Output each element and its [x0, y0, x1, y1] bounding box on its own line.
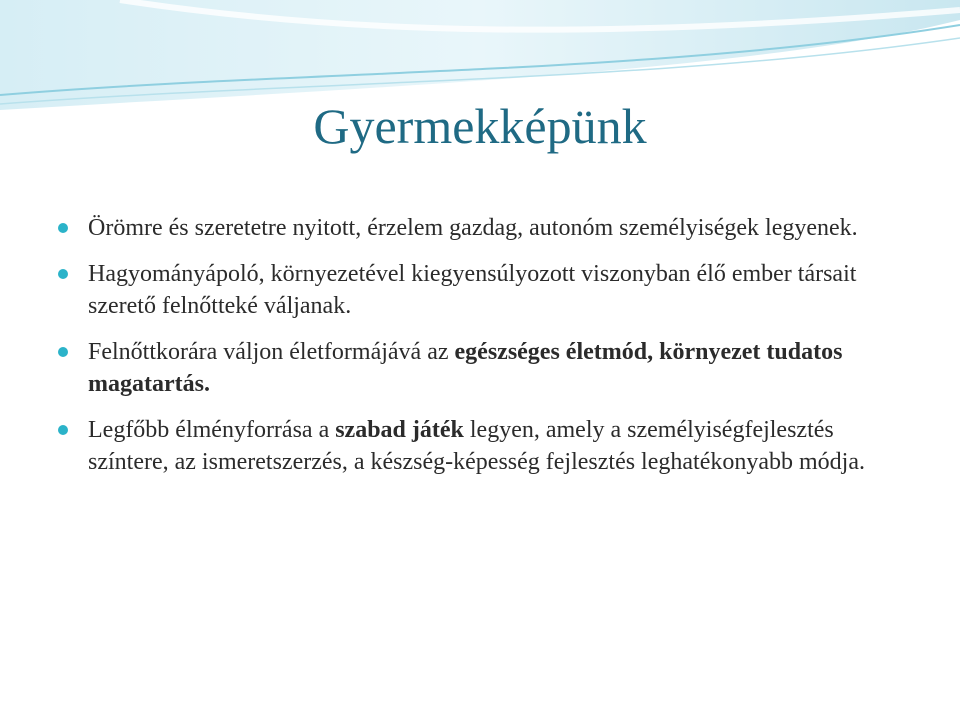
bullet-text-pre: Legfőbb élményforrása a: [88, 417, 336, 443]
bullet-list: [58, 212, 918, 492]
slide-title: Gyermekképünk: [313, 98, 647, 154]
bullet-item: [58, 414, 918, 478]
bullet-text: Hagyományápoló, környezetével kiegyensúlyozott viszonyban élő ember társait szerető felnőtteké váljanak.: [88, 261, 857, 319]
bullet-icon: [58, 347, 68, 357]
bullet-item: [58, 258, 918, 322]
bullet-item: [58, 212, 918, 244]
bullet-icon: [58, 425, 68, 435]
bullet-text-bold: egészséges életmód, környezet tudatos magatartás.: [88, 339, 843, 397]
bullet-text: Örömre és szeretetre nyitott, érzelem gazdag, autonóm személyiségek legyenek.: [88, 215, 858, 241]
bullet-text-bold: szabad játék: [335, 417, 464, 443]
header-wave-decoration: [0, 0, 960, 110]
bullet-text-post: legyen, amely a személyiségfejlesztés színtere, az ismeretszerzés, a készség-képesség fejlesztés leghatékonyabb módja.: [88, 417, 865, 475]
bullet-item: [58, 336, 918, 400]
bullet-icon: [58, 269, 68, 279]
bullet-text-pre: Felnőttkorára váljon életformájává az: [88, 339, 455, 365]
bullet-icon: [58, 223, 68, 233]
